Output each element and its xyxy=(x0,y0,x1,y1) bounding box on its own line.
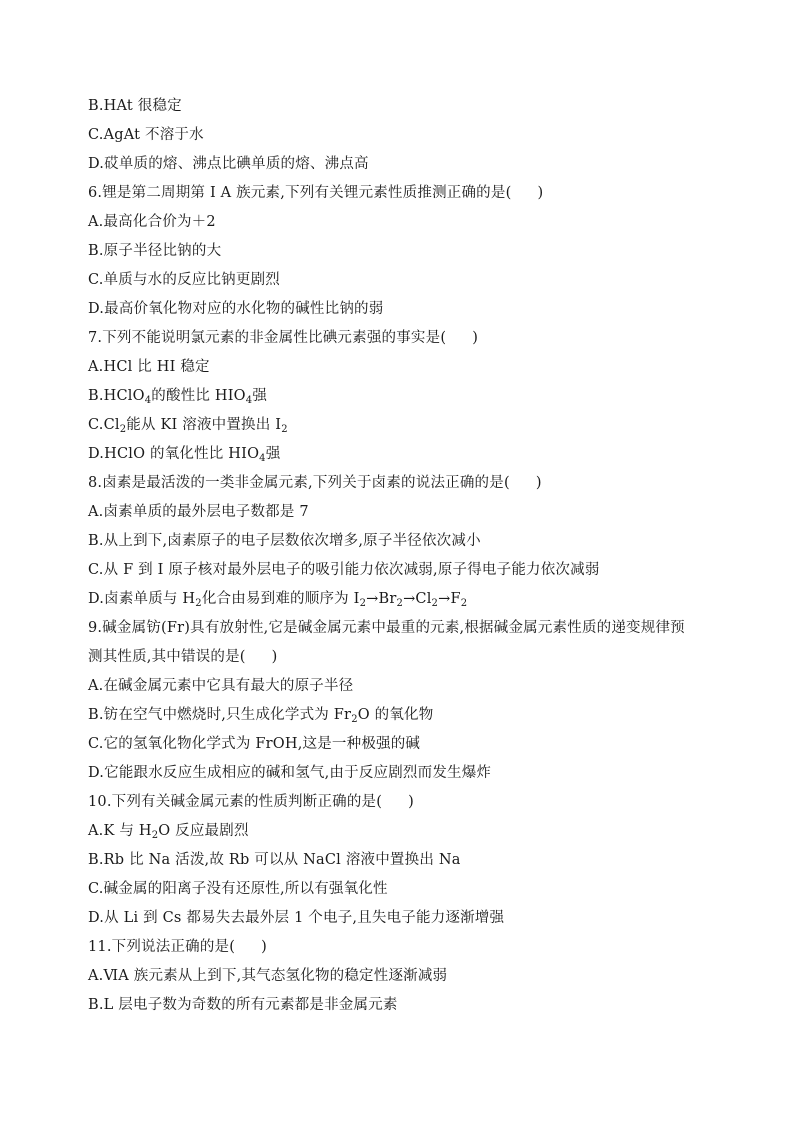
option-6a: A.最高化合价为＋2 xyxy=(88,214,216,230)
question-9: 9.碱金属钫(Fr)具有放射性,它是碱金属元素中最重的元素,根据碱金属元素性质的递变规律预 xyxy=(88,620,685,636)
document-page xyxy=(88,92,728,1020)
option-7c: $C.Cl_2$能从 KI 溶液中置换出 $I_2$ xyxy=(88,417,288,435)
question-6: 6.锂是第二周期第 Ⅰ A 族元素,下列有关锂元素性质推测正确的是( ) xyxy=(88,185,544,201)
question-8: 8.卤素是最活泼的一类非金属元素,下列关于卤素的说法正确的是( ) xyxy=(88,475,542,491)
option-8c: C.从 F 到 I 原子核对最外层电子的吸引能力依次减弱,原子得电子能力依次减弱 xyxy=(88,562,600,578)
option-8b: B.从上到下,卤素原子的电子层数依次增多,原子半径依次减小 xyxy=(88,533,481,549)
option-6d: D.最高价氧化物对应的水化物的碱性比钠的弱 xyxy=(88,301,384,317)
option-5c: C.AgAt 不溶于水 xyxy=(88,127,204,143)
question-9-continued: 测其性质,其中错误的是( ) xyxy=(88,649,278,665)
question-7: 7.下列不能说明氯元素的非金属性比碘元素强的事实是( ) xyxy=(88,330,479,346)
option-6b: B.原子半径比钠的大 xyxy=(88,243,222,259)
option-8d: D.卤素单质与 $H_2$化合由易到难的顺序为 $I_2\to Br_2\to Cl_2\to F_2$ xyxy=(88,591,468,609)
option-7d: D.HClO 的氧化性比 $HIO_4$强 xyxy=(88,446,281,464)
option-6c: C.单质与水的反应比钠更剧烈 xyxy=(88,272,280,288)
option-7b: B.HClO$_4$的酸性比 $HIO_4$强 xyxy=(88,388,268,406)
question-10: 10.下列有关碱金属元素的性质判断正确的是( ) xyxy=(88,794,414,810)
option-9b: B.钫在空气中燃烧时,只生成化学式为 $Fr_2O$ 的氧化物 xyxy=(88,707,434,725)
option-5b: B.HAt 很稳定 xyxy=(88,98,182,114)
option-10d: D.从 Li 到 Cs 都易失去最外层 1 个电子,且失电子能力逐渐增强 xyxy=(88,910,505,926)
option-9c: C.它的氢氧化物化学式为 FrOH,这是一种极强的碱 xyxy=(88,736,421,752)
option-9d: D.它能跟水反应生成相应的碱和氢气,由于反应剧烈而发生爆炸 xyxy=(88,765,492,781)
option-10b: B.Rb 比 Na 活泼,故 Rb 可以从 NaCl 溶液中置换出 Na xyxy=(88,852,461,868)
option-7a: A.HCl 比 HI 稳定 xyxy=(88,359,210,375)
question-11: 11.下列说法正确的是( ) xyxy=(88,939,267,955)
option-5d: D.砹单质的熔、沸点比碘单质的熔、沸点高 xyxy=(88,156,369,172)
option-10c: C.碱金属的阳离子没有还原性,所以有强氧化性 xyxy=(88,881,388,897)
option-10a: A.K 与 $H_2O$ 反应最剧烈 xyxy=(88,823,249,841)
option-11a: A.ⅥA 族元素从上到下,其气态氢化物的稳定性逐渐减弱 xyxy=(88,968,448,984)
option-11b: B.L 层电子数为奇数的所有元素都是非金属元素 xyxy=(88,997,398,1013)
option-9a: A.在碱金属元素中它具有最大的原子半径 xyxy=(88,678,354,694)
option-8a: A.卤素单质的最外层电子数都是 7 xyxy=(88,504,309,520)
